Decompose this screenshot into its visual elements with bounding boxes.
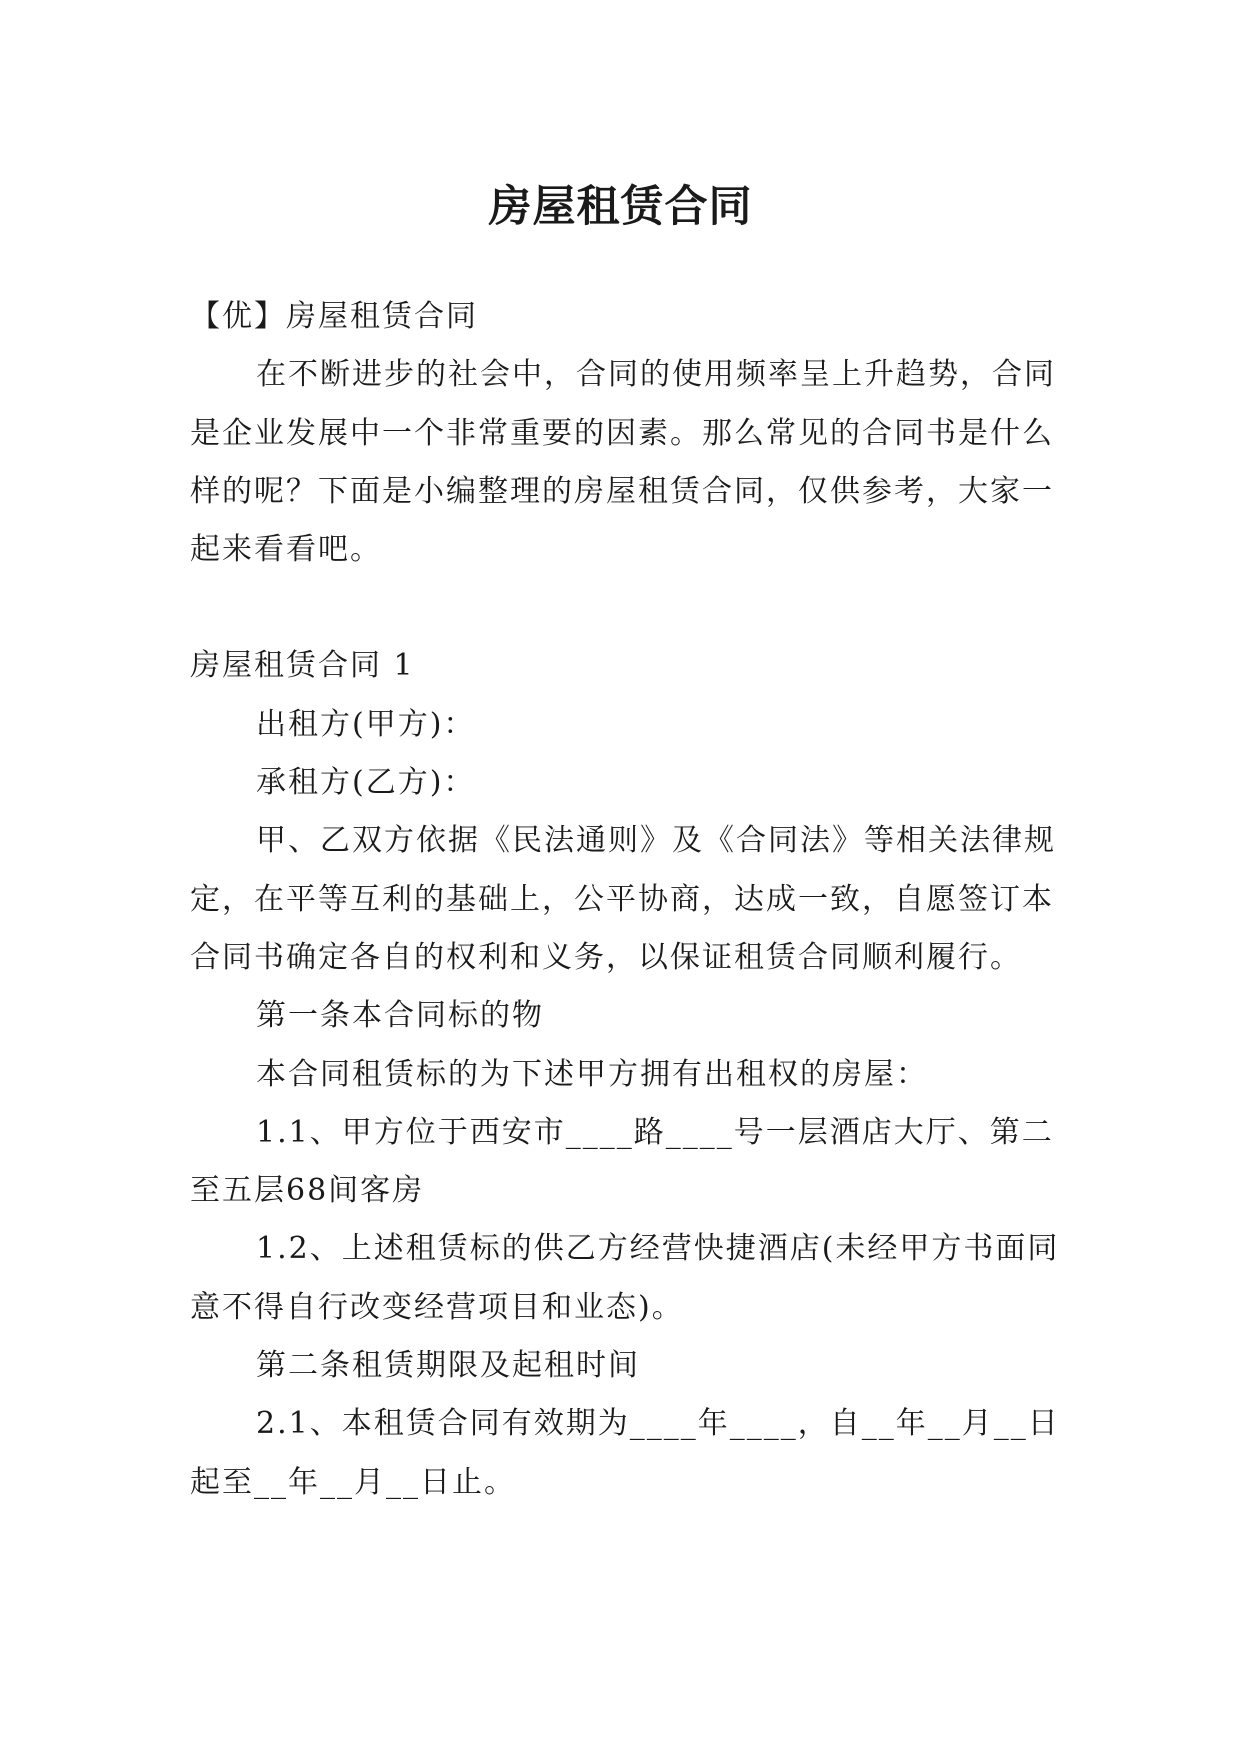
article-2-heading: 第二条租赁期限及起租时间 [256,1348,640,1384]
paragraph-intro: 在不断进步的社会中，合同的使用频率呈上升趋势，合同是企业发展中一个非常重要的因素。那么常见的合同书是什么样的呢？下面是小编整理的房屋租赁合同，仅供参考，大家一起来看看吧。 [190,357,1056,568]
article-1-intro: 本合同租赁标的为下述甲方拥有出租权的房屋： [256,1056,928,1092]
clause-2-1: 2.1、本租赁合同有效期为____年____，自__年__月__日起至__年__月__日止。 [190,1406,1060,1500]
section-heading: 房屋租赁合同 1 [190,648,415,684]
clause-1-1: 1.1、甲方位于西安市____路____号一层酒店大厅、第二至五层68间客房 [190,1114,1054,1209]
document-title: 房屋租赁合同 [488,181,753,232]
article-1-heading: 第一条本合同标的物 [256,998,544,1034]
paragraph-preamble: 甲、乙双方依据《民法通则》及《合同法》等相关法律规定，在平等互利的基础上，公平协商，达成一致，自愿签订本合同书确定各自的权利和义务，以保证租赁合同顺利履行。 [190,823,1056,975]
paragraph-intro-heading: 【优】房屋租赁合同 [190,299,478,334]
document-body [190,288,1070,1512]
section-gap [190,579,1070,637]
clause-1-2: 1.2、上述租赁标的供乙方经营快捷酒店(未经甲方书面同意不得自行改变经营项目和业态)。 [190,1231,1060,1325]
paragraph-lessee: 承租方(乙方)： [256,765,476,801]
paragraph-lessor: 出租方(甲方)： [256,706,476,742]
